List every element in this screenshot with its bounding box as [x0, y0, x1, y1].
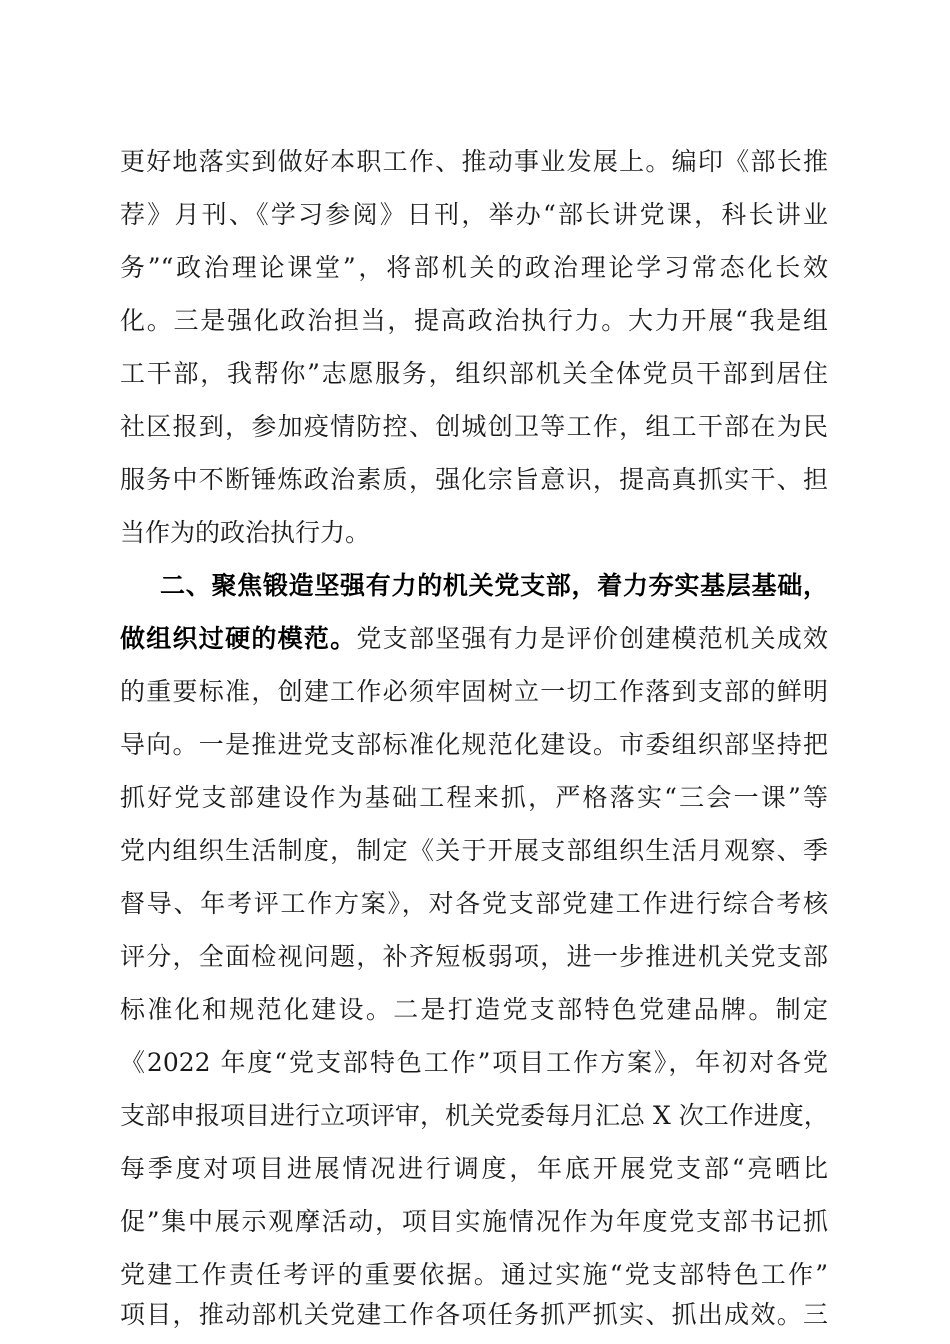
text-line: 督导、年考评工作方案》，对各党支部党建工作进行综合考核 — [120, 889, 828, 918]
text-line: 项目，推动部机关党建工作各项任务抓严抓实、抓出成效。三 — [120, 1300, 828, 1329]
text-line: 标准化和规范化建设。二是打造党支部特色党建品牌。制定 — [120, 995, 828, 1024]
text-line: 《2022 年度“党支部特色工作”项目工作方案》，年初对各党 — [120, 1048, 828, 1077]
text-line: 服务中不断锤炼政治素质，强化宗旨意识，提高真抓实干、担 — [120, 465, 828, 494]
text-line: 工干部，我帮你”志愿服务，组织部机关全体党员干部到居住 — [120, 359, 828, 388]
text-line: 党建工作责任考评的重要依据。通过实施“党支部特色工作” — [120, 1260, 828, 1289]
text-line: 的重要标准，创建工作必须牢固树立一切工作落到支部的鲜明 — [120, 677, 828, 706]
text-line: 更好地落实到做好本职工作、推动事业发展上。编印《部长推 — [120, 147, 828, 176]
section-heading-end: 做组织过硬的模范。 — [120, 624, 357, 653]
text-line: 支部申报项目进行立项评审，机关党委每月汇总 X 次工作进度， — [120, 1101, 829, 1130]
text-line: 当作为的政治执行力。 — [120, 518, 371, 547]
text-line: 评分，全面检视问题，补齐短板弱项，进一步推进机关党支部 — [120, 942, 828, 971]
text-line: 导向。一是推进党支部标准化规范化建设。市委组织部坚持把 — [120, 730, 828, 759]
text-line: 社区报到，参加疫情防控、创城创卫等工作，组工干部在为民 — [120, 412, 828, 441]
text-line: 促”集中展示观摩活动，项目实施情况作为年度党支部书记抓 — [120, 1207, 828, 1236]
text-line: 务”“政治理论课堂”，将部机关的政治理论学习常态化长效 — [120, 253, 828, 282]
text-line: 荐》月刊、《学习参阅》日刊，举办“部长讲党课，科长讲业 — [120, 200, 828, 229]
text-line: 每季度对项目进展情况进行调度，年底开展党支部“亮晒比 — [120, 1154, 828, 1183]
heading-continuation-line — [120, 619, 828, 659]
text-line: 抓好党支部建设作为基础工程来抓，严格落实“三会一课”等 — [120, 783, 828, 812]
text-line: 党内组织生活制度，制定《关于开展支部组织生活月观察、季 — [120, 836, 828, 865]
text-line: 化。三是强化政治担当，提高政治执行力。大力开展“我是组 — [120, 306, 828, 335]
text-span: 党支部坚强有力是评价创建模范机关成效 — [356, 624, 828, 653]
section-heading: 二、聚焦锻造坚强有力的机关党支部，着力夯实基层基础， — [160, 571, 828, 600]
